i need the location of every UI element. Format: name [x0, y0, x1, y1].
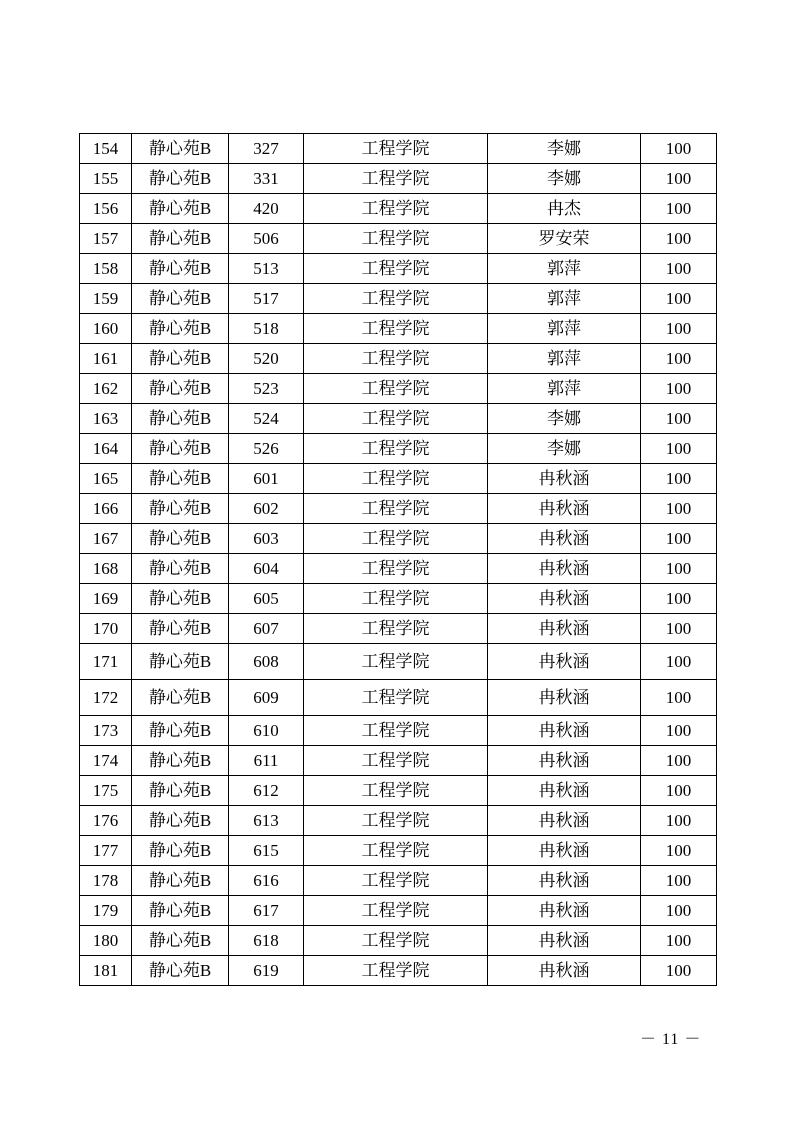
college-cell: 工程学院 [304, 284, 488, 314]
row-index-cell: 156 [80, 194, 132, 224]
college-cell: 工程学院 [304, 896, 488, 926]
row-index-cell: 180 [80, 926, 132, 956]
score-cell: 100 [641, 374, 717, 404]
table-row [80, 314, 717, 344]
counselor-cell: 冉秋涵 [488, 464, 641, 494]
building-cell: 静心苑B [132, 344, 229, 374]
page-number: － 11 － [640, 1031, 702, 1048]
building-cell: 静心苑B [132, 584, 229, 614]
row-index-cell: 171 [80, 644, 132, 680]
college-cell: 工程学院 [304, 806, 488, 836]
college-cell: 工程学院 [304, 776, 488, 806]
row-index-cell: 162 [80, 374, 132, 404]
dormitory-table [79, 133, 717, 986]
college-cell: 工程学院 [304, 746, 488, 776]
row-index-cell: 169 [80, 584, 132, 614]
room-cell: 604 [229, 554, 304, 584]
score-cell: 100 [641, 284, 717, 314]
college-cell: 工程学院 [304, 464, 488, 494]
counselor-cell: 郭萍 [488, 254, 641, 284]
row-index-cell: 179 [80, 896, 132, 926]
score-cell: 100 [641, 494, 717, 524]
score-cell: 100 [641, 644, 717, 680]
row-index-cell: 159 [80, 284, 132, 314]
building-cell: 静心苑B [132, 524, 229, 554]
score-cell: 100 [641, 956, 717, 986]
building-cell: 静心苑B [132, 926, 229, 956]
college-cell: 工程学院 [304, 524, 488, 554]
college-cell: 工程学院 [304, 614, 488, 644]
building-cell: 静心苑B [132, 554, 229, 584]
building-cell: 静心苑B [132, 254, 229, 284]
college-cell: 工程学院 [304, 926, 488, 956]
room-cell: 618 [229, 926, 304, 956]
college-cell: 工程学院 [304, 680, 488, 716]
table-row [80, 134, 717, 164]
college-cell: 工程学院 [304, 956, 488, 986]
score-cell: 100 [641, 746, 717, 776]
college-cell: 工程学院 [304, 584, 488, 614]
table-row [80, 494, 717, 524]
counselor-cell: 冉秋涵 [488, 524, 641, 554]
counselor-cell: 郭萍 [488, 374, 641, 404]
building-cell: 静心苑B [132, 806, 229, 836]
counselor-cell: 李娜 [488, 134, 641, 164]
counselor-cell: 冉杰 [488, 194, 641, 224]
score-cell: 100 [641, 554, 717, 584]
college-cell: 工程学院 [304, 224, 488, 254]
building-cell: 静心苑B [132, 134, 229, 164]
row-index-cell: 181 [80, 956, 132, 986]
row-index-cell: 160 [80, 314, 132, 344]
room-cell: 327 [229, 134, 304, 164]
table-row [80, 614, 717, 644]
score-cell: 100 [641, 434, 717, 464]
score-cell: 100 [641, 866, 717, 896]
room-cell: 616 [229, 866, 304, 896]
row-index-cell: 177 [80, 836, 132, 866]
room-cell: 615 [229, 836, 304, 866]
counselor-cell: 冉秋涵 [488, 716, 641, 746]
college-cell: 工程学院 [304, 716, 488, 746]
college-cell: 工程学院 [304, 644, 488, 680]
table-row [80, 896, 717, 926]
table-row [80, 404, 717, 434]
college-cell: 工程学院 [304, 344, 488, 374]
row-index-cell: 175 [80, 776, 132, 806]
score-cell: 100 [641, 896, 717, 926]
counselor-cell: 冉秋涵 [488, 866, 641, 896]
counselor-cell: 李娜 [488, 434, 641, 464]
table-row [80, 434, 717, 464]
building-cell: 静心苑B [132, 404, 229, 434]
college-cell: 工程学院 [304, 554, 488, 584]
counselor-cell: 冉秋涵 [488, 554, 641, 584]
score-cell: 100 [641, 524, 717, 554]
college-cell: 工程学院 [304, 866, 488, 896]
table-row [80, 554, 717, 584]
row-index-cell: 158 [80, 254, 132, 284]
building-cell: 静心苑B [132, 956, 229, 986]
college-cell: 工程学院 [304, 404, 488, 434]
college-cell: 工程学院 [304, 434, 488, 464]
building-cell: 静心苑B [132, 434, 229, 464]
building-cell: 静心苑B [132, 164, 229, 194]
counselor-cell: 冉秋涵 [488, 926, 641, 956]
table-row [80, 224, 717, 254]
row-index-cell: 178 [80, 866, 132, 896]
college-cell: 工程学院 [304, 494, 488, 524]
counselor-cell: 冉秋涵 [488, 494, 641, 524]
row-index-cell: 164 [80, 434, 132, 464]
table-row [80, 464, 717, 494]
row-index-cell: 155 [80, 164, 132, 194]
table-row [80, 956, 717, 986]
room-cell: 526 [229, 434, 304, 464]
college-cell: 工程学院 [304, 254, 488, 284]
score-cell: 100 [641, 614, 717, 644]
building-cell: 静心苑B [132, 464, 229, 494]
row-index-cell: 161 [80, 344, 132, 374]
counselor-cell: 冉秋涵 [488, 614, 641, 644]
score-cell: 100 [641, 314, 717, 344]
score-cell: 100 [641, 836, 717, 866]
table-body [80, 134, 717, 986]
counselor-cell: 冉秋涵 [488, 746, 641, 776]
table-row [80, 836, 717, 866]
building-cell: 静心苑B [132, 866, 229, 896]
row-index-cell: 163 [80, 404, 132, 434]
score-cell: 100 [641, 806, 717, 836]
table-row [80, 524, 717, 554]
room-cell: 517 [229, 284, 304, 314]
row-index-cell: 168 [80, 554, 132, 584]
room-cell: 605 [229, 584, 304, 614]
counselor-cell: 冉秋涵 [488, 776, 641, 806]
college-cell: 工程学院 [304, 134, 488, 164]
table-row [80, 584, 717, 614]
college-cell: 工程学院 [304, 164, 488, 194]
building-cell: 静心苑B [132, 284, 229, 314]
room-cell: 524 [229, 404, 304, 434]
building-cell: 静心苑B [132, 374, 229, 404]
room-cell: 520 [229, 344, 304, 374]
table-row [80, 644, 717, 680]
building-cell: 静心苑B [132, 716, 229, 746]
table-row [80, 776, 717, 806]
row-index-cell: 172 [80, 680, 132, 716]
table-row [80, 926, 717, 956]
table-row [80, 374, 717, 404]
row-index-cell: 170 [80, 614, 132, 644]
row-index-cell: 173 [80, 716, 132, 746]
counselor-cell: 冉秋涵 [488, 836, 641, 866]
row-index-cell: 157 [80, 224, 132, 254]
table-row [80, 284, 717, 314]
room-cell: 613 [229, 806, 304, 836]
counselor-cell: 冉秋涵 [488, 584, 641, 614]
row-index-cell: 176 [80, 806, 132, 836]
room-cell: 609 [229, 680, 304, 716]
score-cell: 100 [641, 926, 717, 956]
college-cell: 工程学院 [304, 314, 488, 344]
building-cell: 静心苑B [132, 494, 229, 524]
room-cell: 523 [229, 374, 304, 404]
counselor-cell: 郭萍 [488, 284, 641, 314]
counselor-cell: 冉秋涵 [488, 680, 641, 716]
score-cell: 100 [641, 404, 717, 434]
building-cell: 静心苑B [132, 614, 229, 644]
building-cell: 静心苑B [132, 776, 229, 806]
college-cell: 工程学院 [304, 194, 488, 224]
score-cell: 100 [641, 344, 717, 374]
counselor-cell: 罗安荣 [488, 224, 641, 254]
counselor-cell: 冉秋涵 [488, 956, 641, 986]
counselor-cell: 冉秋涵 [488, 896, 641, 926]
row-index-cell: 166 [80, 494, 132, 524]
row-index-cell: 167 [80, 524, 132, 554]
room-cell: 602 [229, 494, 304, 524]
counselor-cell: 郭萍 [488, 344, 641, 374]
counselor-cell: 冉秋涵 [488, 806, 641, 836]
score-cell: 100 [641, 680, 717, 716]
room-cell: 612 [229, 776, 304, 806]
room-cell: 518 [229, 314, 304, 344]
college-cell: 工程学院 [304, 374, 488, 404]
score-cell: 100 [641, 134, 717, 164]
college-cell: 工程学院 [304, 836, 488, 866]
table-row [80, 194, 717, 224]
table-row [80, 254, 717, 284]
counselor-cell: 冉秋涵 [488, 644, 641, 680]
room-cell: 513 [229, 254, 304, 284]
table-row [80, 344, 717, 374]
room-cell: 603 [229, 524, 304, 554]
counselor-cell: 郭萍 [488, 314, 641, 344]
room-cell: 619 [229, 956, 304, 986]
row-index-cell: 165 [80, 464, 132, 494]
room-cell: 608 [229, 644, 304, 680]
row-index-cell: 154 [80, 134, 132, 164]
table-row [80, 680, 717, 716]
room-cell: 611 [229, 746, 304, 776]
table-row [80, 746, 717, 776]
room-cell: 601 [229, 464, 304, 494]
row-index-cell: 174 [80, 746, 132, 776]
table-row [80, 806, 717, 836]
building-cell: 静心苑B [132, 746, 229, 776]
building-cell: 静心苑B [132, 194, 229, 224]
table-row [80, 716, 717, 746]
building-cell: 静心苑B [132, 836, 229, 866]
room-cell: 617 [229, 896, 304, 926]
score-cell: 100 [641, 776, 717, 806]
counselor-cell: 李娜 [488, 164, 641, 194]
score-cell: 100 [641, 716, 717, 746]
score-cell: 100 [641, 254, 717, 284]
building-cell: 静心苑B [132, 314, 229, 344]
score-cell: 100 [641, 464, 717, 494]
score-cell: 100 [641, 194, 717, 224]
building-cell: 静心苑B [132, 224, 229, 254]
counselor-cell: 李娜 [488, 404, 641, 434]
score-cell: 100 [641, 584, 717, 614]
building-cell: 静心苑B [132, 896, 229, 926]
score-cell: 100 [641, 164, 717, 194]
score-cell: 100 [641, 224, 717, 254]
room-cell: 607 [229, 614, 304, 644]
building-cell: 静心苑B [132, 680, 229, 716]
room-cell: 420 [229, 194, 304, 224]
table-row [80, 866, 717, 896]
room-cell: 610 [229, 716, 304, 746]
room-cell: 506 [229, 224, 304, 254]
table-row [80, 164, 717, 194]
building-cell: 静心苑B [132, 644, 229, 680]
room-cell: 331 [229, 164, 304, 194]
